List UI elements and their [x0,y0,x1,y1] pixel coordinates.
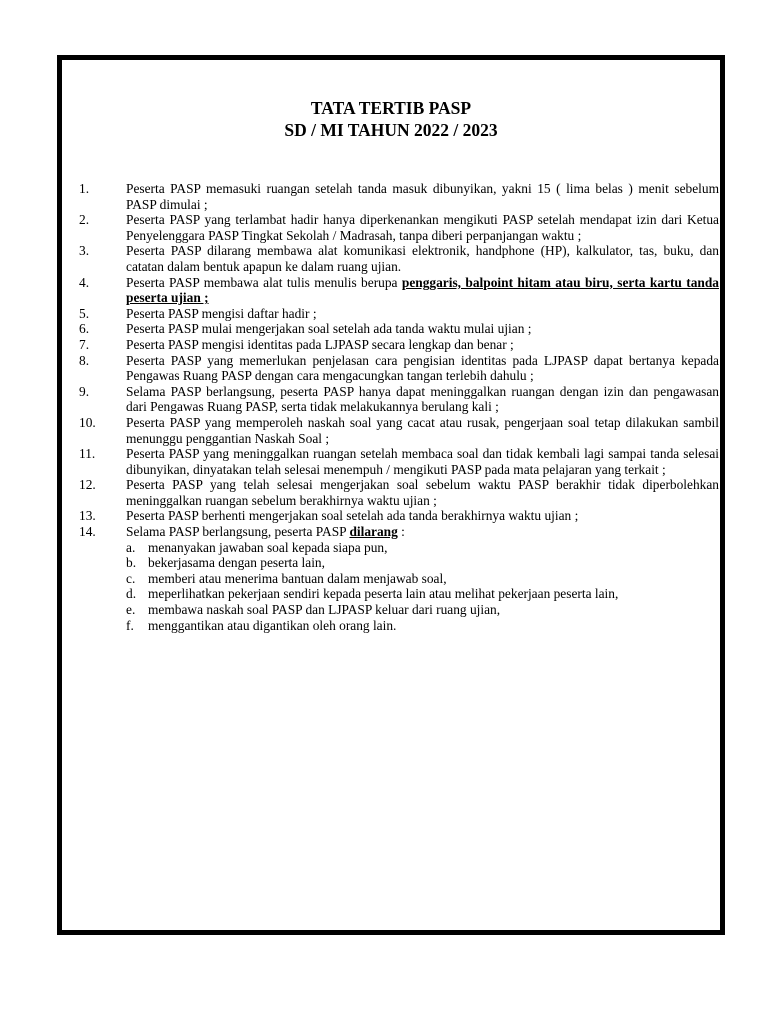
prohibited-text: menanyakan jawaban soal kepada siapa pun, [148,539,388,555]
rule-text: Peserta PASP mengisi daftar hadir ; [126,305,317,321]
rule-text: Peserta PASP yang memerlukan penjelasan cara pengisian identitas pada LJPASP dapat bertanya kepada Pengawas Ruang PASP dengan cara mengacungkan tangan terlebih dahulu ; [126,352,719,384]
rule-text: Peserta PASP yang terlambat hadir hanya diperkenankan mengikuti PASP setelah mendapat izin dari Ketua Penyelenggara PASP Tingkat Sekolah / Madrasah, tanpa diberi perpanjangan waktu ; [126,212,719,243]
rule-number: 14. [79,524,96,540]
rule-text: Peserta PASP mengisi identitas pada LJPASP secara lengkap dan benar ; [126,336,514,352]
rule-text-intro [126,524,719,540]
rule-text: Peserta PASP dilarang membawa alat komunikasi elektronik, handphone (HP), kalkulator, tas, buku, dan catatan dalam bentuk apapun ke dalam ruang ujian. [126,243,719,274]
rule-text: Selama PASP berlangsung, peserta PASP hanya dapat meninggalkan ruangan dengan izin dan pengawasan dari Pengawas Ruang PASP, serta tidak melakukannya berulang kali ; [126,383,719,415]
title-line-1: TATA TERTIB PASP [310,98,472,118]
rule-number: 7. [79,336,90,352]
prohibited-letter: d. [126,586,137,602]
rule-text: Peserta PASP mulai mengerjakan soal setelah ada tanda waktu mulai ujian ; [126,321,532,337]
title-line-2: SD / MI TAHUN 2022 / 2023 [284,120,498,140]
prohibited-text: membawa naskah soal PASP dan LJPASP keluar dari ruang ujian, [148,602,501,618]
rule-number: 13. [79,508,96,524]
rule-item-4 [79,275,719,306]
prohibited-text: bekerjasama dengan peserta lain, [148,555,325,571]
rule-item-2 [79,212,719,243]
rule-number: 2. [79,212,90,228]
rule-number: 1. [79,181,90,196]
rule-item-3 [79,243,719,274]
prohibited-item [126,586,719,602]
rule-text: Peserta PASP yang telah selesai mengerjakan soal sebelum waktu PASP berakhir tidak diperbolehkan meninggalkan ruangan sebelum berakhirnya waktu ujian ; [126,477,719,508]
prohibited-letter: a. [126,539,136,555]
page-border-frame [57,55,725,935]
rule-text-plain-after: : [397,524,405,540]
rule-item-10 [79,415,719,446]
rule-item-9 [79,384,719,415]
prohibited-letter: e. [126,602,136,618]
rule-text: Peserta PASP memasuki ruangan setelah tanda masuk dibunyikan, yakni 15 ( lima belas ) menit sebelum PASP dimulai ; [126,181,719,212]
rule-text-emphasis: dilarang [349,524,398,540]
rule-text-plain: Selama PASP berlangsung, peserta PASP [126,524,350,540]
prohibited-item [126,555,719,571]
rule-text: Peserta PASP berhenti mengerjakan soal setelah ada tanda berakhirnya waktu ujian ; [126,508,579,524]
prohibited-letter: c. [126,570,136,586]
prohibited-item [126,618,719,634]
rule-number: 11. [79,446,96,462]
rule-text-plain: Peserta PASP membawa alat tulis menulis berupa [126,274,402,290]
prohibited-text: meperlihatkan pekerjaan sendiri kepada peserta lain atau melihat pekerjaan peserta lain, [148,586,619,602]
prohibited-letter: b. [126,555,137,571]
rule-text: Peserta PASP yang memperoleh naskah soal yang cacat atau rusak, pengerjaan soal tetap dilakukan sambil menunggu penggantian Naskah Soal ; [126,414,719,446]
rule-item-11 [79,446,719,477]
rule-text [126,275,719,306]
rule-item-6 [79,321,719,337]
prohibited-item [126,571,719,587]
rule-number: 12. [79,477,96,493]
prohibited-item [126,540,719,556]
prohibited-letter: f. [126,617,134,633]
rule-number: 8. [79,352,90,368]
rule-item-12 [79,477,719,508]
prohibited-text: menggantikan atau digantikan oleh orang lain. [148,617,397,633]
rule-text: Peserta PASP yang meninggalkan ruangan setelah membaca soal dan tidak kembali lagi sampai tanda selesai dibunyikan, dinyatakan telah selesai menempuh / mengikuti PASP pada mata pelajaran yang terkait ; [126,446,719,477]
rules-list [79,181,719,633]
rule-number: 3. [79,243,90,259]
rule-text-emphasis: penggaris, balpoint hitam atau biru, serta kartu tanda peserta ujian ; [126,274,719,306]
rule-item-13 [79,508,719,524]
rule-number: 10. [79,414,96,430]
rule-number: 4. [79,274,90,290]
rule-number: 9. [79,383,90,399]
document-title [62,97,720,141]
rule-text [126,524,719,633]
rule-number: 5. [79,305,90,321]
rule-number: 6. [79,321,90,337]
rule-item-7 [79,337,719,353]
rule-item-1 [79,181,719,212]
prohibited-list [126,540,719,634]
rule-item-14 [79,524,719,633]
prohibited-text: memberi atau menerima bantuan dalam menjawab soal, [148,570,447,586]
prohibited-item [126,602,719,618]
rule-item-8 [79,353,719,384]
rule-item-5 [79,306,719,322]
